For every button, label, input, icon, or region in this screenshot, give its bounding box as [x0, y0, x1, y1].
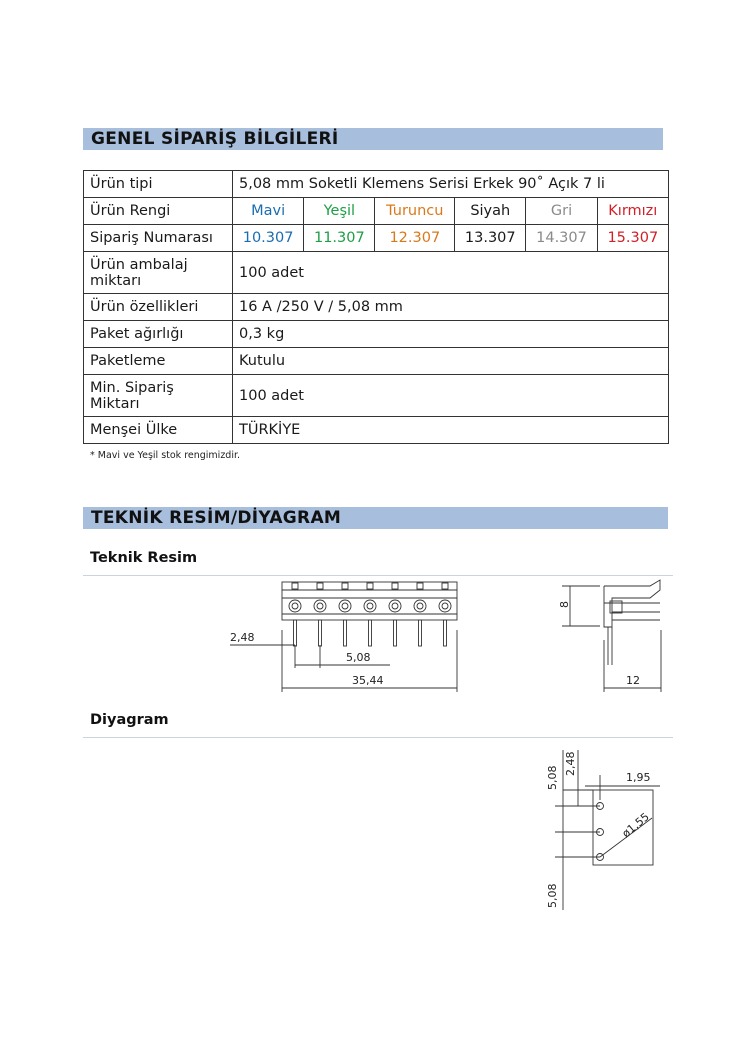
label-line: miktarı [90, 272, 142, 289]
screw-hole [389, 600, 401, 612]
label-line: Miktarı [90, 395, 140, 412]
subtitle-diyagram: Diyagram [90, 712, 169, 728]
screw-holes [289, 583, 451, 612]
color-name: Turuncu [375, 198, 455, 225]
dim-pitch-bottom-label: 5,08 [546, 883, 559, 908]
screw-hole [439, 600, 451, 612]
screw-hole [289, 600, 301, 612]
screw-hole [414, 600, 426, 612]
color-name: Yeşil [304, 198, 375, 225]
order-code: 15.307 [597, 225, 668, 252]
subtitle-teknik-resim: Teknik Resim [90, 550, 198, 566]
label-line: Min. Sipariş [90, 379, 174, 396]
side-view-drawing [562, 580, 661, 692]
screw-hole-inner [317, 603, 323, 609]
order-code: 13.307 [455, 225, 526, 252]
housing-notch [392, 583, 398, 589]
label-ozellikler: Ürün özellikleri [84, 294, 233, 321]
dim-pitch-label: 5,08 [346, 651, 371, 664]
dim-pitch-top-label: 5,08 [546, 765, 559, 790]
label-urun-rengi: Ürün Rengi [84, 198, 233, 225]
color-name: Mavi [233, 198, 304, 225]
screw-hole-inner [392, 603, 398, 609]
section-title: GENEL SİPARİŞ BİLGİLERİ [91, 129, 339, 149]
value-paketleme: Kutulu [233, 348, 669, 375]
screw-hole-inner [417, 603, 423, 609]
value-min-siparis: 100 adet [233, 375, 669, 417]
label-siparis-numarasi: Sipariş Numarası [84, 225, 233, 252]
housing-notch [292, 583, 298, 589]
color-name: Kırmızı [597, 198, 668, 225]
screw-hole [314, 600, 326, 612]
housing-notch [417, 583, 423, 589]
pin [319, 620, 322, 646]
pins [294, 620, 447, 646]
label-paketleme: Paketleme [84, 348, 233, 375]
screw-hole [364, 600, 376, 612]
housing-notch [317, 583, 323, 589]
housing-notch [367, 583, 373, 589]
dim-offset-label: 2,48 [564, 751, 577, 776]
pin [419, 620, 422, 646]
screw-hole [339, 600, 351, 612]
front-view-drawing [230, 582, 457, 692]
value-ambalaj: 100 adet [233, 252, 669, 294]
dim-hole-label: ø1,55 [619, 810, 652, 841]
label-line: Ürün ambalaj [90, 256, 188, 273]
label-mensei: Menşei Ülke [84, 417, 233, 444]
housing-notch [442, 583, 448, 589]
order-code: 12.307 [375, 225, 455, 252]
label-urun-tipi: Ürün tipi [84, 171, 233, 198]
dim-length-label: 35,44 [352, 674, 384, 687]
order-code: 14.307 [526, 225, 597, 252]
value-mensei: TÜRKİYE [233, 417, 669, 444]
color-name: Siyah [455, 198, 526, 225]
dim-edge-label: 1,95 [626, 771, 651, 784]
value-agirlik: 0,3 kg [233, 321, 669, 348]
order-code: 10.307 [233, 225, 304, 252]
dim-offset-label: 2,48 [230, 631, 255, 644]
stock-note: * Mavi ve Yeşil stok rengimizdir. [90, 450, 241, 461]
section-title: TEKNİK RESİM/DİYAGRAM [91, 508, 342, 528]
dim-depth-label: 12 [626, 674, 640, 687]
pin [344, 620, 347, 646]
color-name: Gri [526, 198, 597, 225]
screw-hole-inner [292, 603, 298, 609]
label-agirlik: Paket ağırlığı [84, 321, 233, 348]
screw-hole-inner [367, 603, 373, 609]
value-ozellikler: 16 A /250 V / 5,08 mm [233, 294, 669, 321]
dim-height-label: 8 [558, 601, 571, 608]
housing-notch [342, 583, 348, 589]
order-code: 11.307 [304, 225, 375, 252]
pin [369, 620, 372, 646]
housing-body [282, 590, 457, 620]
pin [444, 620, 447, 646]
value-urun-tipi: 5,08 mm Soketli Klemens Serisi Erkek 90˚ Açık 7 li [233, 171, 669, 198]
screw-hole-inner [342, 603, 348, 609]
pin [294, 620, 297, 646]
screw-hole-inner [442, 603, 448, 609]
pin [394, 620, 397, 646]
